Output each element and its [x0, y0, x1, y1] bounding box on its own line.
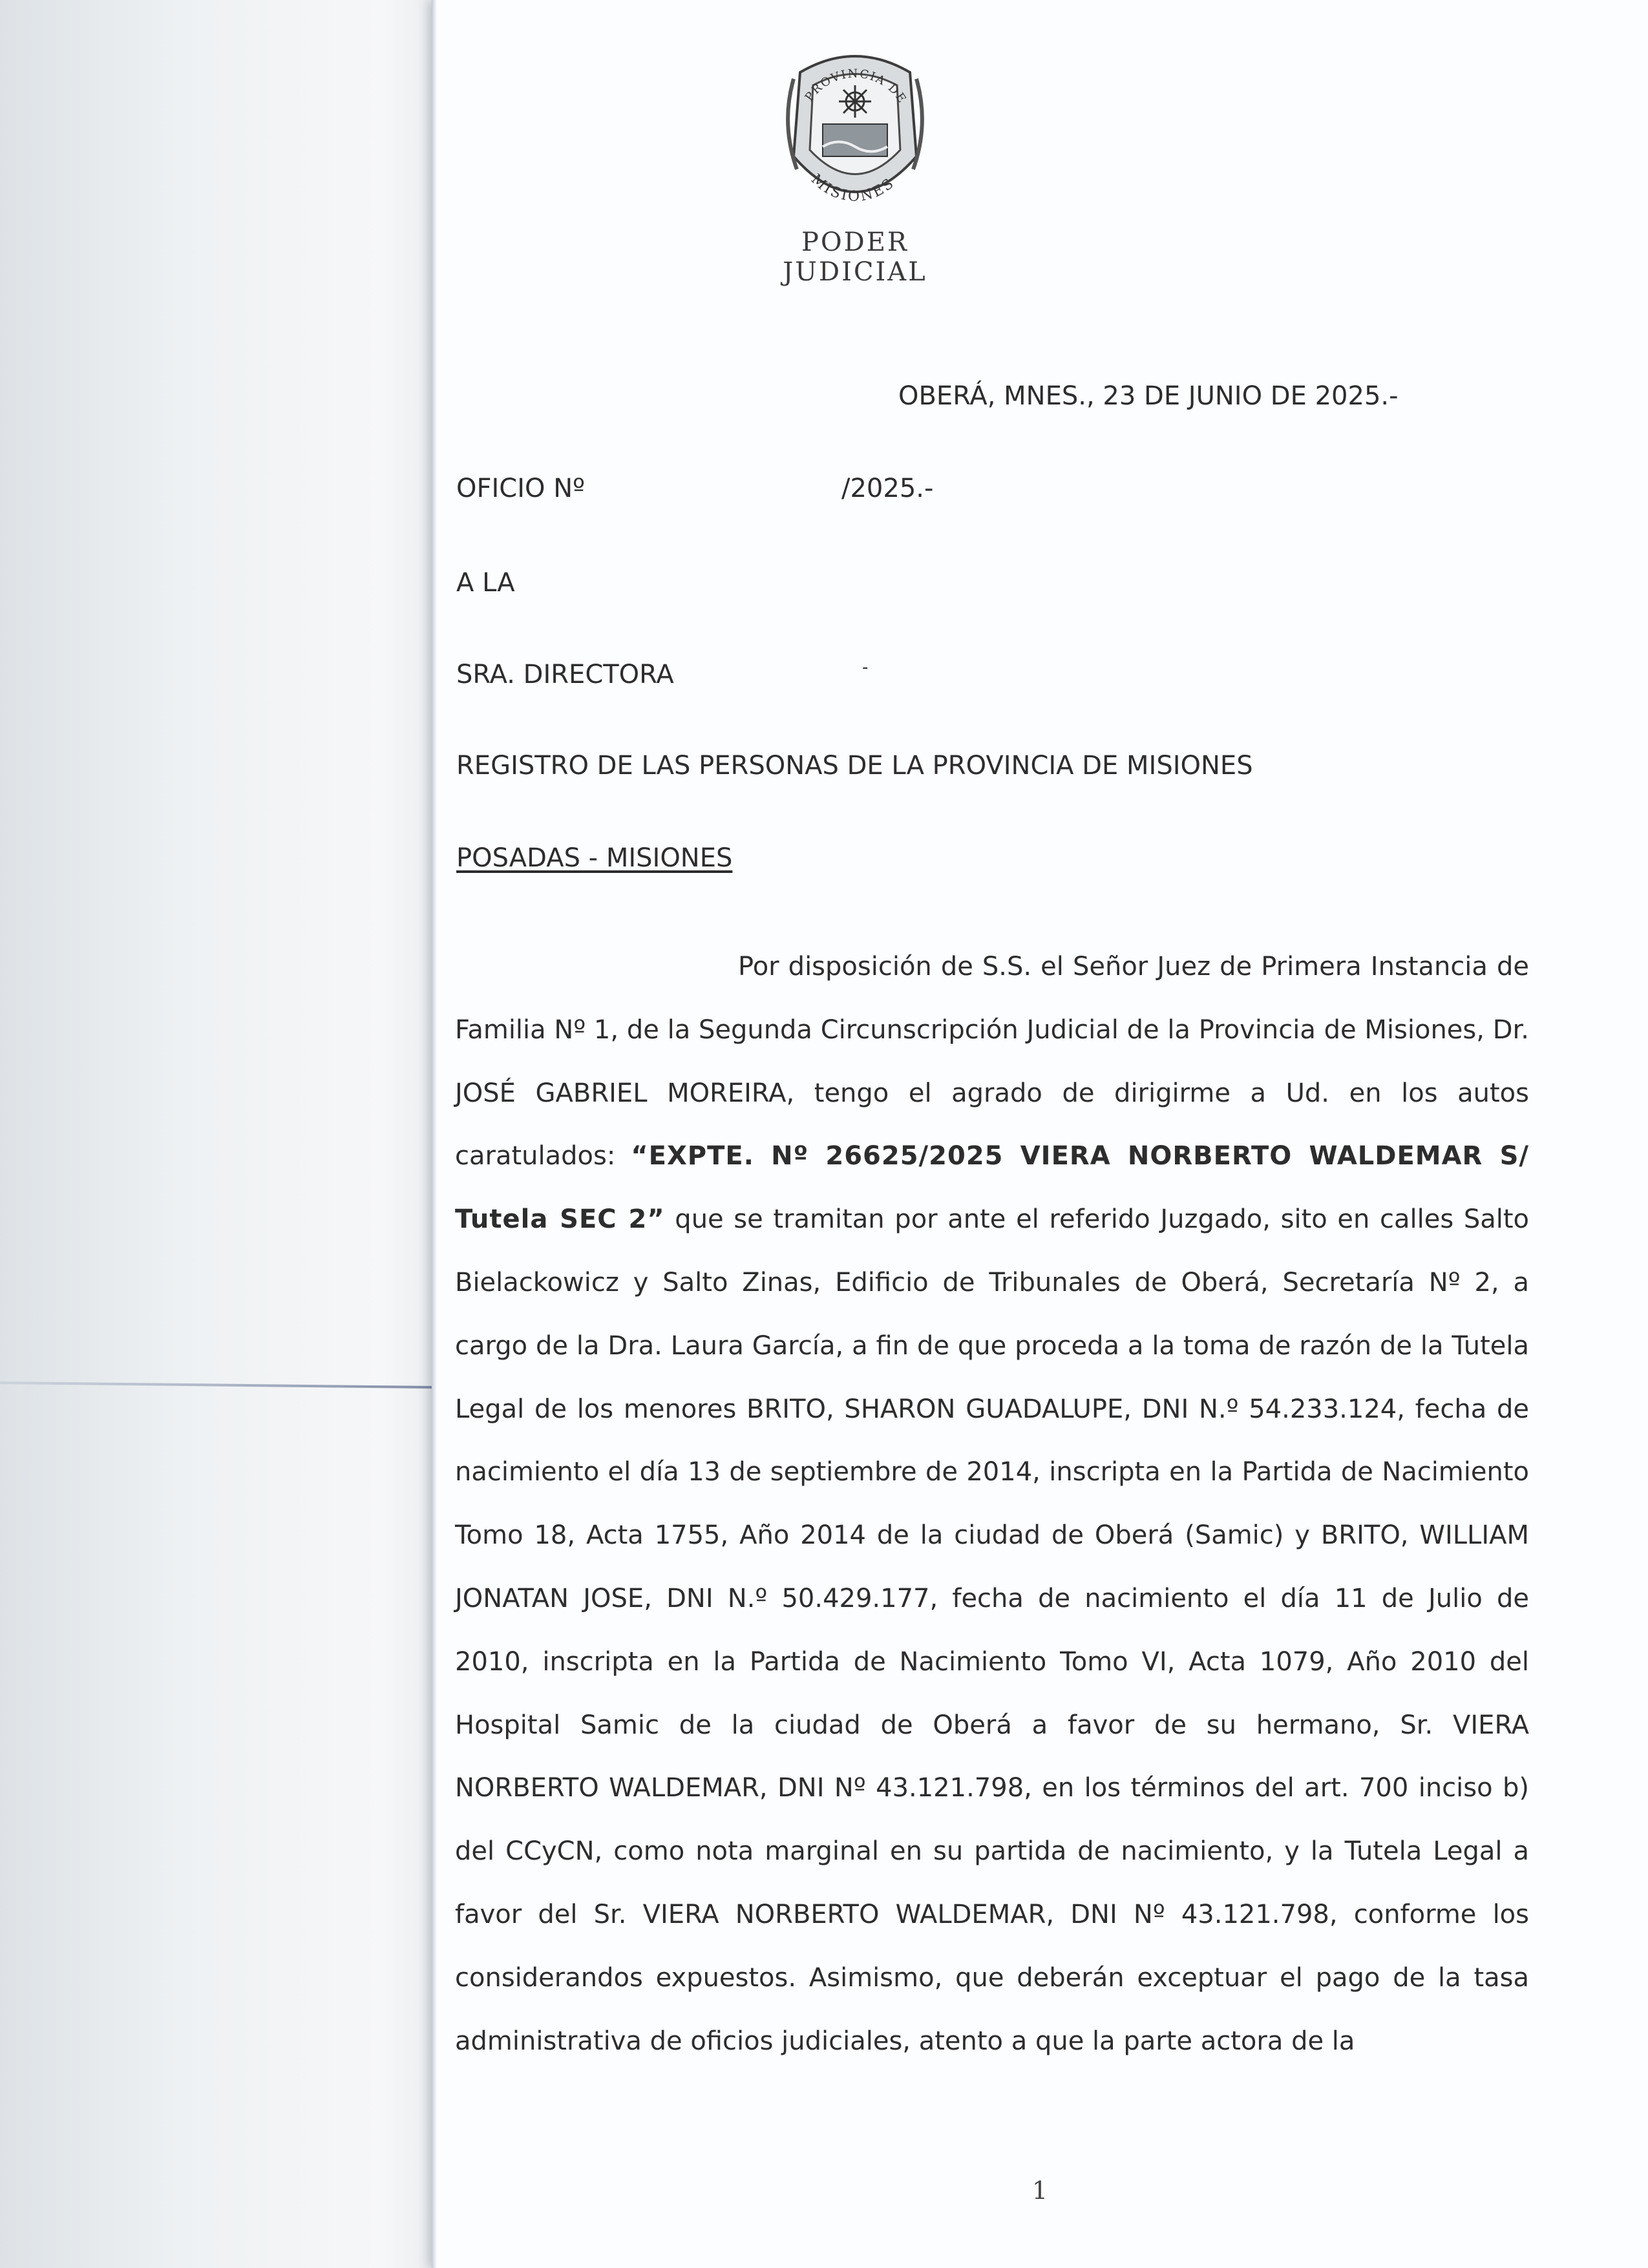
case-title: “EXPTE. Nº 26625/2025 VIERA NORBERTO WALDEMAR S/ Tutela SEC 2”	[455, 1141, 1529, 1235]
letterhead	[432, 34, 1648, 287]
body-text-part-2: que se tramitan por ante el referido Juzgado, sito en calles Salto Bielackowicz y Salto Zinas, Edificio de Tribunales de Oberá, Secretaría Nº 2, a cargo de la Dra. Laura García, a fin de que proceda a la toma de razón de la Tutela Legal de los menores BRITO, SHARON GUADALUPE, DNI N.º 54.233.124, fecha de nacimiento el día 13 de septiembre de 2014, inscripta en la Partida de Nacimiento Tomo 18, Acta 1755, Año 2014 de la ciudad de Oberá (Samic) y BRITO, WILLIAM JONATAN JOSE, DNI N.º 50.429.177, fecha de nacimiento el día 11 de Julio de 2010, inscripta en la Partida de Nacimiento Tomo VI, Acta 1079, Año 2010 del Hospital Samic de la ciudad de Oberá a favor de su hermano, Sr. VIERA NORBERTO WALDEMAR, DNI Nº 43.121.798, en los términos del art. 700 inciso b) del CCyCN, como nota marginal en su partida de nacimiento, y la Tutela Legal a favor del Sr. VIERA NORBERTO WALDEMAR, DNI Nº 43.121.798, conforme los considerandos expuestos. Asimismo, que deberán exceptuar el pago de la tasa administrativa de oficios judiciales, atento a que la parte actora de la	[455, 1204, 1530, 2056]
addressee-line-4: POSADAS - MISIONES	[456, 843, 733, 873]
seal-text-top: PROVINCIA DE	[802, 67, 909, 107]
oficio-number-year: /2025.-	[841, 474, 934, 503]
letterhead-label: PODER JUDICIAL	[783, 227, 927, 287]
page-edge-shadow	[432, 0, 437, 2268]
seal-text-bottom: MISIONES	[808, 171, 898, 205]
addressee-line-1: A LA	[456, 568, 515, 598]
body-paragraph	[455, 936, 1529, 2073]
addressee-line-2: SRA. DIRECTORA	[456, 660, 674, 689]
scan-backdrop	[0, 0, 452, 2268]
date-line: OBERÁ, MNES., 23 DE JUNIO DE 2025.-	[898, 381, 1399, 411]
fold-line	[0, 1381, 439, 1389]
body-text-part-1: Por disposición de S.S. el Señor Juez de Primera Instancia de Familia Nº 1, de la Segunda Circunscripción Judicial de la Provincia de Misiones, Dr. JOSÉ GABRIEL MOREIRA, tengo el agrado de dirigirme a Ud. en los autos caratulados:	[455, 952, 1529, 1171]
addressee-dash: -	[862, 658, 869, 677]
document-page	[432, 0, 1648, 2268]
oficio-number-label: OFICIO Nº	[456, 474, 585, 503]
provincial-seal-icon	[761, 34, 949, 227]
addressee-line-3: REGISTRO DE LAS PERSONAS DE LA PROVINCIA DE MISIONES	[456, 751, 1253, 781]
page-number: 1	[1031, 2176, 1048, 2205]
